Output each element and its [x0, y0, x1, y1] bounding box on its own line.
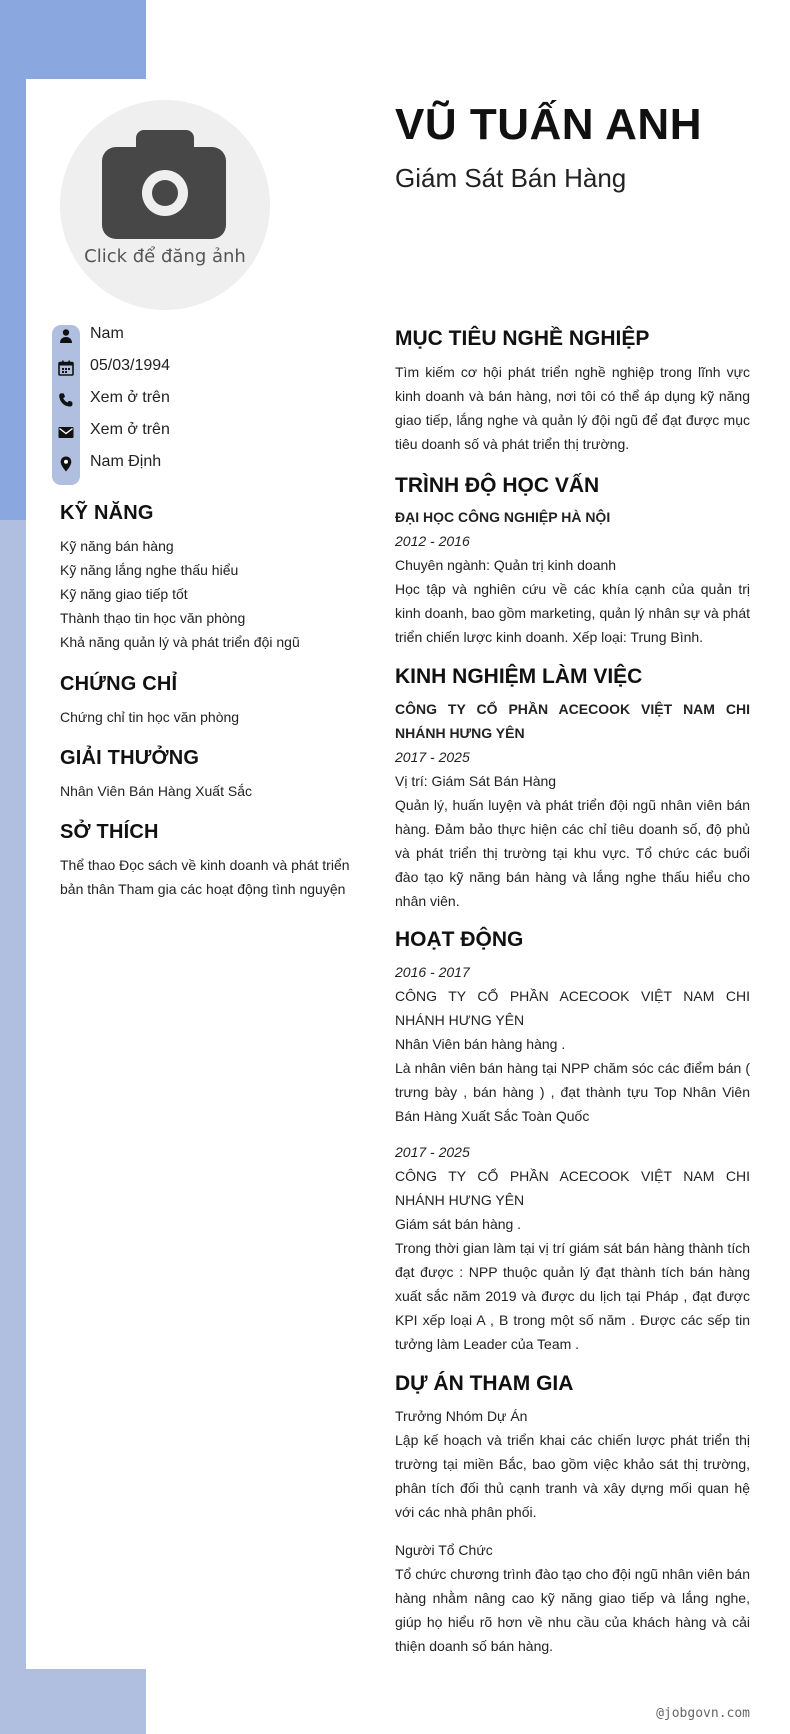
activity-period: 2016 - 2017	[395, 964, 470, 980]
hobbies-line: bản thân Tham gia các hoạt động tình nguyện	[60, 881, 346, 897]
contact-email: Xem ở trên	[52, 419, 332, 445]
contact-location: Nam Định	[52, 451, 332, 477]
watermark: @jobgovn.com	[656, 1706, 750, 1721]
calendar-icon	[58, 360, 74, 376]
activity-period: 2017 - 2025	[395, 1144, 470, 1160]
education-title: TRÌNH ĐỘ HỌC VẤN	[395, 474, 600, 497]
education-major: Chuyên ngành: Quản trị kinh doanh	[395, 557, 617, 573]
skill-item: Kỹ năng bán hàng	[60, 538, 174, 554]
certificate-item: Chứng chỉ tin học văn phòng	[60, 709, 240, 725]
photo-upload[interactable]	[60, 100, 270, 310]
activity-description: Trong thời gian làm tại vị trí giám sát bán hàng thành tích đạt được : NPP thuộc quản lý đạt thành tích bán hàng xuất sắc năm 2019 và được du lịch tại Pháp , đạt được KPI xếp loại A , B trong một số năm . Được các sếp tin tưởng làm Leader của Team .	[395, 1240, 750, 1352]
experience-period: 2017 - 2025	[395, 749, 470, 765]
activity-description: Là nhân viên bán hàng tại NPP chăm sóc các điểm bán ( trưng bày , bán hàng ) , đạt thành tựu Top Nhân Viên Bán Hàng Xuất Sắc Toàn Quốc	[395, 1060, 750, 1124]
project-description: Tổ chức chương trình đào tạo cho đội ngũ nhân viên bán hàng nhằm nâng cao kỹ năng giao tiếp và lắng nghe, giúp họ hiểu rõ hơn về nhu cầu của khách hàng và cải thiện doanh số bán hàng.	[395, 1566, 750, 1654]
activity-org: CÔNG TY CỔ PHẦN ACECOOK VIỆT NAM CHI NHÁNH HƯNG YÊN	[395, 988, 750, 1028]
skill-item: Kỹ năng lắng nghe thấu hiểu	[60, 562, 239, 578]
experience-title: KINH NGHIỆM LÀM VIỆC	[395, 665, 643, 688]
education-period: 2012 - 2016	[395, 533, 470, 549]
phone-icon	[58, 392, 74, 408]
skill-item: Thành thạo tin học văn phòng	[60, 610, 246, 626]
objective-title: MỤC TIÊU NGHỀ NGHIỆP	[395, 327, 650, 350]
skill-item: Khả năng quản lý và phát triển đội ngũ	[60, 634, 300, 650]
contact-gender: Nam	[52, 323, 332, 349]
candidate-role: Giám Sát Bán Hàng	[395, 163, 627, 193]
photo-upload-label: Click để đăng ảnh	[84, 246, 246, 267]
education-description: Học tập và nghiên cứu về các khía cạnh của quản trị kinh doanh, bao gồm marketing, quản lý nhân sự và phát triển chiến lược kinh doanh. Xếp loại: Trung Bình.	[395, 581, 750, 645]
location-icon	[58, 456, 74, 472]
experience-description: Quản lý, huấn luyện và phát triển đội ngũ nhân viên bán hàng. Đảm bảo thực hiện các chỉ tiêu doanh số, độ phủ và phát triển thị trường tại khu vực. Tổ chức các buổi đào tạo kỹ năng bán hàng và lắng nghe thấu hiểu cho nhân viên.	[395, 797, 750, 909]
activity-role: Giám sát bán hàng .	[395, 1216, 522, 1232]
hobbies-line: Thể thao Đọc sách về kinh doanh và phát triển	[60, 857, 350, 873]
project-role: Người Tổ Chức	[395, 1542, 493, 1558]
awards-title: GIẢI THƯỞNG	[60, 747, 200, 769]
email-icon	[58, 424, 74, 440]
project-role: Trưởng Nhóm Dự Án	[395, 1408, 528, 1424]
activity-role: Nhân Viên bán hàng hàng .	[395, 1036, 566, 1052]
candidate-name: VŨ TUẤN ANH	[395, 100, 702, 149]
activity-org: CÔNG TY CỔ PHẦN ACECOOK VIỆT NAM CHI NHÁNH HƯNG YÊN	[395, 1168, 750, 1208]
project-description: Lập kế hoạch và triển khai các chiến lược phát triển thị trường tại miền Bắc, bao gồm việc khảo sát thị trường, phân tích đối thủ cạnh tranh và xây dựng mối quan hệ với các nhà phân phối.	[395, 1432, 750, 1520]
award-item: Nhân Viên Bán Hàng Xuất Sắc	[60, 783, 252, 799]
activities-title: HOẠT ĐỘNG	[395, 928, 524, 951]
objective-text: Tìm kiếm cơ hội phát triển nghề nghiệp trong lĩnh vực kinh doanh và bán hàng, nơi tôi có thể áp dụng kỹ năng giao tiếp, lắng nghe và quản lý đội ngũ để đạt được mục tiêu doanh số và phát triển thị trường.	[395, 364, 750, 452]
education-school: ĐẠI HỌC CÔNG NGHIỆP HÀ NỘI	[395, 509, 611, 525]
hobbies-title: SỞ THÍCH	[60, 821, 159, 843]
certificates-title: CHỨNG CHỈ	[60, 673, 178, 695]
user-icon	[58, 328, 74, 344]
experience-company: CÔNG TY CỔ PHẦN ACECOOK VIỆT NAM CHI NHÁNH HƯNG YÊN	[395, 701, 750, 741]
skills-title: KỸ NĂNG	[60, 502, 154, 524]
experience-position: Vị trí: Giám Sát Bán Hàng	[395, 773, 557, 789]
contact-birthday: 05/03/1994	[52, 355, 332, 381]
contact-phone: Xem ở trên	[52, 387, 332, 413]
projects-title: DỰ ÁN THAM GIA	[395, 1372, 574, 1395]
skill-item: Kỹ năng giao tiếp tốt	[60, 586, 188, 602]
